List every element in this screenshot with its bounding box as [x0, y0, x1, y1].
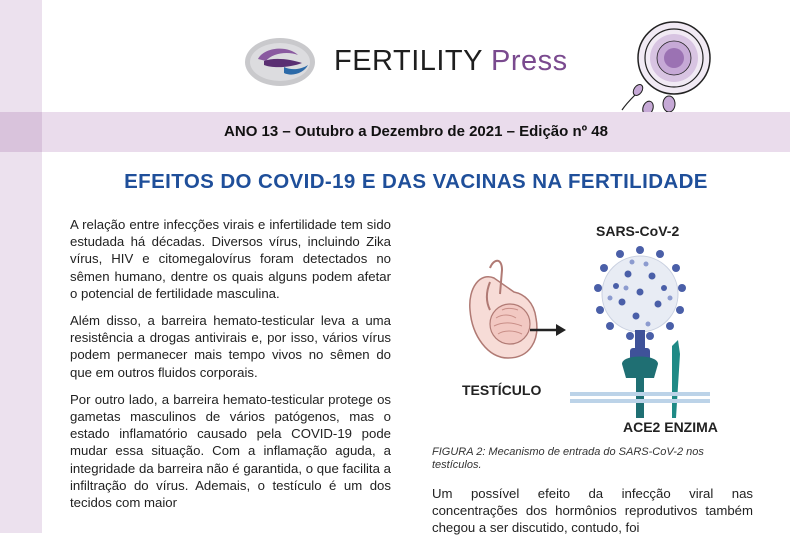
side-strip: [0, 0, 42, 533]
side-accent: [0, 112, 42, 152]
paragraph: A relação entre infecções virais e infertilidade tem sido estudada há décadas. Diversos vírus, incluindo Zika vírus, HIV e citomegalovírus foram detectados no sêmen humano, dentre os quais alguns podem afetar o potencial de fertilidade masculina.: [70, 217, 391, 301]
testis-icon: [470, 261, 537, 358]
figure-illustration: [450, 218, 740, 440]
left-column: [70, 216, 391, 521]
enzyme-label: ACE2 ENZIMA: [623, 419, 718, 435]
fertility-logo-icon: [244, 37, 316, 87]
brand-name-part1: FERTILITY: [334, 45, 483, 77]
virus-icon: [594, 246, 686, 340]
figure-caption: FIGURA 2: Mecanismo de entrada do SARS-CoV-2 nos testículos.: [432, 446, 704, 471]
brand-name-part2: Press: [491, 45, 568, 77]
virus-label: SARS-CoV-2: [596, 223, 680, 239]
issue-line: ANO 13 – Outubro a Dezembro de 2021 – Edição nº 48: [42, 112, 790, 152]
paragraph: Além disso, a barreira hemato-testicular leva a uma resistência a drogas antivirais e, por isso, vários vírus podem permanecer mais tempo vivos no sêmen do que em outros fluidos corporais.: [70, 313, 391, 380]
article-title: EFEITOS DO COVID-19 E DAS VACINAS NA FERTILIDADE: [124, 170, 708, 193]
paragraph: Um possível efeito da infecção viral nas concentrações dos hormônios reprodutivos também chegou a ser discutido, contudo, foi: [432, 486, 753, 536]
paragraph: Por outro lado, a barreira hemato-testicular protege os gametas masculinos de vários patógenos, mas o estado inflamatório causado pela COVID-19 pode mudar essa situação. Com a inflamação aguda, a integridade da barreira não é garantida, o que facilita a infiltração do vírus. Ademais, o testículo é um dos tecidos com maior: [70, 391, 391, 511]
brand-name: [334, 45, 568, 78]
testis-label: TESTÍCULO: [462, 382, 542, 398]
right-column: [432, 485, 753, 537]
